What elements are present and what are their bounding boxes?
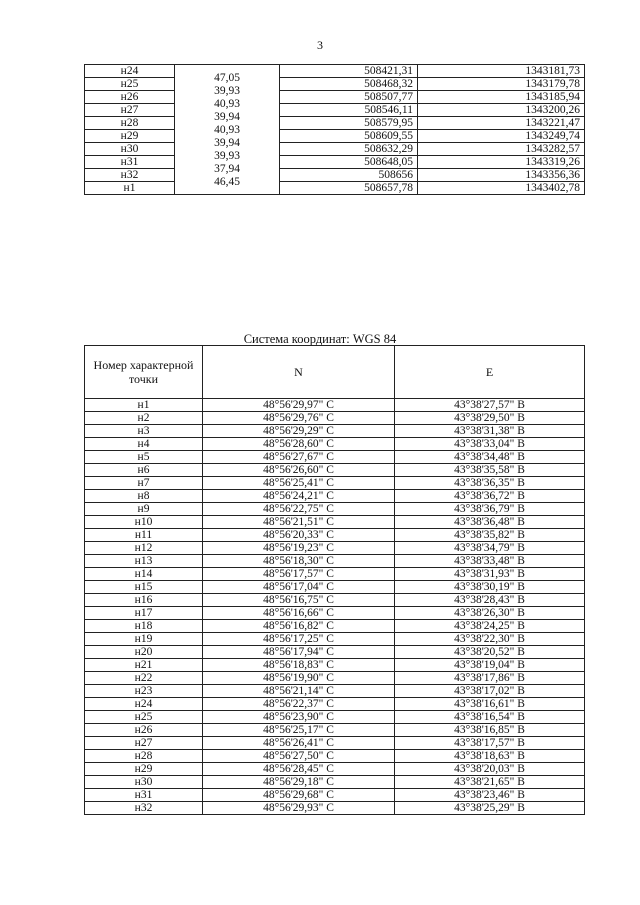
point-cell: н23 — [85, 685, 203, 698]
longitude-cell: 43°38'30,19" В — [395, 581, 585, 594]
point-cell: н25 — [85, 711, 203, 724]
point-cell: н3 — [85, 425, 203, 438]
table-row — [85, 477, 585, 490]
latitude-cell: 48°56'29,76" С — [203, 412, 395, 425]
distance-value: 40,93 — [214, 124, 240, 136]
longitude-cell: 43°38'21,65" В — [395, 776, 585, 789]
latitude-cell: 48°56'20,33" С — [203, 529, 395, 542]
table-row — [85, 91, 585, 104]
latitude-cell: 48°56'25,17" С — [203, 724, 395, 737]
x-coordinate-cell: 508468,32 — [280, 78, 418, 91]
latitude-cell: 48°56'17,25" С — [203, 633, 395, 646]
point-cell: н12 — [85, 542, 203, 555]
point-cell: н25 — [85, 78, 175, 91]
longitude-cell: 43°38'36,72" В — [395, 490, 585, 503]
y-coordinate-cell: 1343402,78 — [418, 182, 585, 195]
y-coordinate-cell: 1343179,78 — [418, 78, 585, 91]
wgs84-coordinates-table — [84, 345, 585, 815]
y-coordinate-cell: 1343200,26 — [418, 104, 585, 117]
longitude-cell: 43°38'17,57" В — [395, 737, 585, 750]
longitude-cell: 43°38'33,04" В — [395, 438, 585, 451]
longitude-cell: 43°38'31,38" В — [395, 425, 585, 438]
longitude-cell: 43°38'25,29" В — [395, 802, 585, 815]
table-row — [85, 438, 585, 451]
longitude-cell: 43°38'16,85" В — [395, 724, 585, 737]
table-row — [85, 659, 585, 672]
longitude-cell: 43°38'31,93" В — [395, 568, 585, 581]
y-coordinate-cell: 1343181,73 — [418, 65, 585, 78]
point-cell: н17 — [85, 607, 203, 620]
table-row — [85, 763, 585, 776]
table-row — [85, 130, 585, 143]
latitude-cell: 48°56'29,68" С — [203, 789, 395, 802]
table-row — [85, 117, 585, 130]
table-row — [85, 711, 585, 724]
latitude-cell: 48°56'29,18" С — [203, 776, 395, 789]
table-row — [85, 607, 585, 620]
point-cell: н5 — [85, 451, 203, 464]
longitude-cell: 43°38'23,46" В — [395, 789, 585, 802]
table-row — [85, 685, 585, 698]
latitude-cell: 48°56'22,75" С — [203, 503, 395, 516]
point-cell: н7 — [85, 477, 203, 490]
latitude-cell: 48°56'18,30" С — [203, 555, 395, 568]
longitude-cell: 43°38'20,52" В — [395, 646, 585, 659]
table-row — [85, 182, 585, 195]
table-row — [85, 425, 585, 438]
x-coordinate-cell: 508632,29 — [280, 143, 418, 156]
longitude-cell: 43°38'36,48" В — [395, 516, 585, 529]
y-coordinate-cell: 1343221,47 — [418, 117, 585, 130]
longitude-cell: 43°38'17,86" В — [395, 672, 585, 685]
longitude-cell: 43°38'36,79" В — [395, 503, 585, 516]
point-cell: н28 — [85, 750, 203, 763]
table-row — [85, 104, 585, 117]
header-e: E — [395, 346, 585, 399]
x-coordinate-cell: 508657,78 — [280, 182, 418, 195]
distance-value: 47,05 — [214, 72, 240, 85]
header-n: N — [203, 346, 395, 399]
table-row — [85, 156, 585, 169]
point-cell: н29 — [85, 130, 175, 143]
point-cell: н16 — [85, 594, 203, 607]
latitude-cell: 48°56'21,14" С — [203, 685, 395, 698]
table-row — [85, 555, 585, 568]
longitude-cell: 43°38'35,82" В — [395, 529, 585, 542]
point-cell: н30 — [85, 143, 175, 156]
distance-value: 39,93 — [214, 85, 240, 97]
table-row — [85, 581, 585, 594]
table-row — [85, 802, 585, 815]
longitude-cell: 43°38'34,79" В — [395, 542, 585, 555]
point-cell: н1 — [85, 399, 203, 412]
table-row — [85, 464, 585, 477]
point-cell: н20 — [85, 646, 203, 659]
point-cell: н9 — [85, 503, 203, 516]
longitude-cell: 43°38'20,03" В — [395, 763, 585, 776]
longitude-cell: 43°38'26,30" В — [395, 607, 585, 620]
longitude-cell: 43°38'35,58" В — [395, 464, 585, 477]
boundary-coordinates-table — [84, 64, 585, 195]
x-coordinate-cell: 508546,11 — [280, 104, 418, 117]
table-header-row — [85, 346, 585, 399]
table-row — [85, 503, 585, 516]
latitude-cell: 48°56'26,41" С — [203, 737, 395, 750]
latitude-cell: 48°56'28,60" С — [203, 438, 395, 451]
table-row — [85, 724, 585, 737]
table-row — [85, 750, 585, 763]
latitude-cell: 48°56'24,21" С — [203, 490, 395, 503]
longitude-cell: 43°38'24,25" В — [395, 620, 585, 633]
y-coordinate-cell: 1343185,94 — [418, 91, 585, 104]
point-cell: н24 — [85, 698, 203, 711]
x-coordinate-cell: 508648,05 — [280, 156, 418, 169]
point-cell: н27 — [85, 737, 203, 750]
x-coordinate-cell: 508656 — [280, 169, 418, 182]
point-cell: н2 — [85, 412, 203, 425]
table-row — [85, 490, 585, 503]
point-cell: н28 — [85, 117, 175, 130]
point-cell: н24 — [85, 65, 175, 78]
point-cell: н30 — [85, 776, 203, 789]
point-cell: н27 — [85, 104, 175, 117]
longitude-cell: 43°38'18,63" В — [395, 750, 585, 763]
y-coordinate-cell: 1343249,74 — [418, 130, 585, 143]
table-row — [85, 737, 585, 750]
table-row — [85, 399, 585, 412]
point-cell: н1 — [85, 182, 175, 195]
latitude-cell: 48°56'29,29" С — [203, 425, 395, 438]
latitude-cell: 48°56'19,90" С — [203, 672, 395, 685]
latitude-cell: 48°56'27,50" С — [203, 750, 395, 763]
longitude-cell: 43°38'34,48" В — [395, 451, 585, 464]
latitude-cell: 48°56'17,04" С — [203, 581, 395, 594]
y-coordinate-cell: 1343319,26 — [418, 156, 585, 169]
longitude-cell: 43°38'16,54" В — [395, 711, 585, 724]
longitude-cell: 43°38'22,30" В — [395, 633, 585, 646]
latitude-cell: 48°56'26,60" С — [203, 464, 395, 477]
point-cell: н26 — [85, 724, 203, 737]
latitude-cell: 48°56'23,90" С — [203, 711, 395, 724]
point-cell: н21 — [85, 659, 203, 672]
table-row — [85, 542, 585, 555]
latitude-cell: 48°56'29,97" С — [203, 399, 395, 412]
point-cell: н22 — [85, 672, 203, 685]
point-cell: н32 — [85, 802, 203, 815]
latitude-cell: 48°56'17,57" С — [203, 568, 395, 581]
point-cell: н31 — [85, 789, 203, 802]
latitude-cell: 48°56'21,51" С — [203, 516, 395, 529]
table-row — [85, 620, 585, 633]
longitude-cell: 43°38'33,48" В — [395, 555, 585, 568]
x-coordinate-cell: 508579,95 — [280, 117, 418, 130]
latitude-cell: 48°56'16,75" С — [203, 594, 395, 607]
table-row — [85, 776, 585, 789]
latitude-cell: 48°56'17,94" С — [203, 646, 395, 659]
distance-value: 46,45 — [214, 176, 240, 188]
longitude-cell: 43°38'28,43" В — [395, 594, 585, 607]
longitude-cell: 43°38'17,02" В — [395, 685, 585, 698]
table-row — [85, 169, 585, 182]
latitude-cell: 48°56'18,83" С — [203, 659, 395, 672]
longitude-cell: 43°38'19,04" В — [395, 659, 585, 672]
distance-value: 39,94 — [214, 111, 240, 123]
point-cell: н19 — [85, 633, 203, 646]
coordinate-system-caption: Система координат: WGS 84 — [243, 332, 397, 346]
distance-cell — [175, 65, 280, 85]
point-cell: н6 — [85, 464, 203, 477]
point-cell: н31 — [85, 156, 175, 169]
point-cell: н13 — [85, 555, 203, 568]
table-row — [85, 568, 585, 581]
page-number: 3 — [317, 38, 323, 52]
latitude-cell: 48°56'28,45" С — [203, 763, 395, 776]
table-row — [85, 646, 585, 659]
table-row — [85, 672, 585, 685]
distance-value: 39,93 — [214, 150, 240, 162]
latitude-cell: 48°56'27,67" С — [203, 451, 395, 464]
longitude-cell: 43°38'36,35" В — [395, 477, 585, 490]
x-coordinate-cell: 508609,55 — [280, 130, 418, 143]
longitude-cell: 43°38'29,50" В — [395, 412, 585, 425]
table-row — [85, 594, 585, 607]
table-row — [85, 78, 585, 91]
latitude-cell: 48°56'19,23" С — [203, 542, 395, 555]
table-row — [85, 451, 585, 464]
distance-value: 40,93 — [214, 98, 240, 110]
distance-value: 37,94 — [214, 163, 240, 175]
point-cell: н32 — [85, 169, 175, 182]
distance-value: 39,94 — [214, 137, 240, 149]
table-row — [85, 65, 585, 78]
table-row — [85, 789, 585, 802]
point-cell: н4 — [85, 438, 203, 451]
longitude-cell: 43°38'27,57" В — [395, 399, 585, 412]
table-row — [85, 516, 585, 529]
point-cell: н8 — [85, 490, 203, 503]
y-coordinate-cell: 1343282,57 — [418, 143, 585, 156]
table-row — [85, 633, 585, 646]
latitude-cell: 48°56'25,41" С — [203, 477, 395, 490]
point-cell: н10 — [85, 516, 203, 529]
y-coordinate-cell: 1343356,36 — [418, 169, 585, 182]
x-coordinate-cell: 508421,31 — [280, 65, 418, 78]
x-coordinate-cell: 508507,77 — [280, 91, 418, 104]
point-cell: н18 — [85, 620, 203, 633]
longitude-cell: 43°38'16,61" В — [395, 698, 585, 711]
table-row — [85, 412, 585, 425]
latitude-cell: 48°56'16,66" С — [203, 607, 395, 620]
point-cell: н15 — [85, 581, 203, 594]
header-point-number: Номер характерной точки — [85, 346, 203, 399]
table-row — [85, 529, 585, 542]
latitude-cell: 48°56'16,82" С — [203, 620, 395, 633]
latitude-cell: 48°56'29,93" С — [203, 802, 395, 815]
point-cell: н11 — [85, 529, 203, 542]
point-cell: н14 — [85, 568, 203, 581]
table-row — [85, 698, 585, 711]
latitude-cell: 48°56'22,37" С — [203, 698, 395, 711]
point-cell: н26 — [85, 91, 175, 104]
table-row — [85, 143, 585, 156]
point-cell: н29 — [85, 763, 203, 776]
